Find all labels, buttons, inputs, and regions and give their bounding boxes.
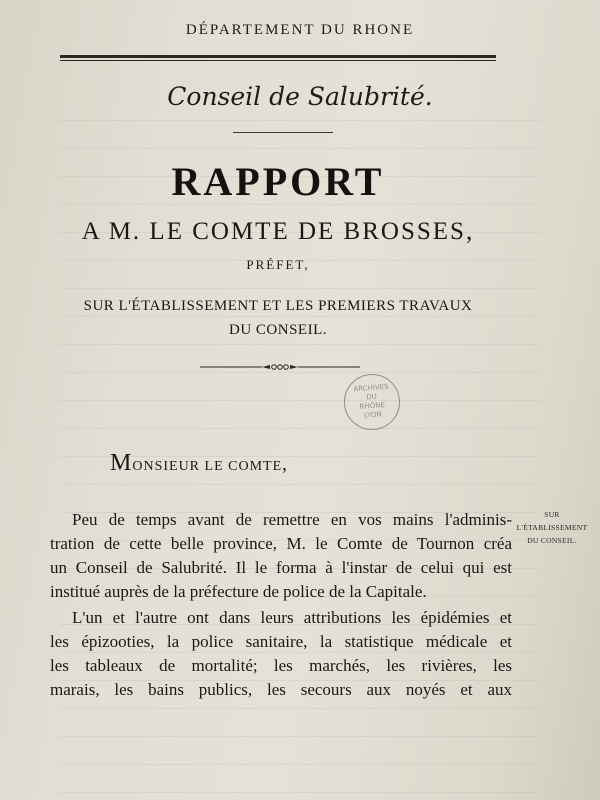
body-line: les épizooties, la police sanitaire, la statistique médicale et xyxy=(50,632,512,651)
office-line: PRÉFET, xyxy=(246,257,310,272)
conseil-title: Conseil de Salubrité. xyxy=(167,82,433,111)
subject-line-1: SUR L'ÉTABLISSEMENT ET LES PREMIERS TRAVAUX xyxy=(83,298,473,314)
body-line: les tableaux de mortalité; les marchés, les rivières, les xyxy=(50,656,512,675)
salutation-rest: ONSIEUR LE COMTE xyxy=(132,459,283,474)
body-text xyxy=(50,508,512,702)
addressee-line: A M. LE COMTE DE BROSSES, xyxy=(81,218,475,245)
body-line: un Conseil de Salubrité. Il le forma à l'instar de celui qui est xyxy=(50,558,512,577)
body-line: institué auprès de la préfecture de police de la Capitale. xyxy=(50,582,427,601)
department-header: DÉPARTEMENT DU RHONE xyxy=(185,22,415,38)
body-line: tration de cette belle province, M. le Comte de Tournon créa xyxy=(50,534,512,553)
salutation-punct: , xyxy=(282,454,288,475)
ornament-divider xyxy=(200,360,360,374)
short-divider xyxy=(233,132,333,133)
header-rule-thick xyxy=(60,55,496,58)
salutation xyxy=(110,450,288,477)
header-rule-thin xyxy=(60,60,496,61)
body-line: Peu de temps avant de remettre en vos mains l'adminis- xyxy=(72,510,512,529)
body-line: marais, les bains publics, les secours aux noyés et aux xyxy=(50,680,512,699)
body-line: L'un et l'autre ont dans leurs attributions les épidémies et xyxy=(72,608,512,627)
subject-line-2: DU CONSEIL. xyxy=(229,322,327,338)
margin-note: SUR L'ÉTABLISSEMENT DU CONSEIL. xyxy=(516,510,588,545)
rapport-heading: RAPPORT xyxy=(171,159,385,204)
salutation-initial: M xyxy=(110,450,133,476)
archives-stamp: ARCHIVES DU RHÔNE LYON xyxy=(342,372,402,432)
